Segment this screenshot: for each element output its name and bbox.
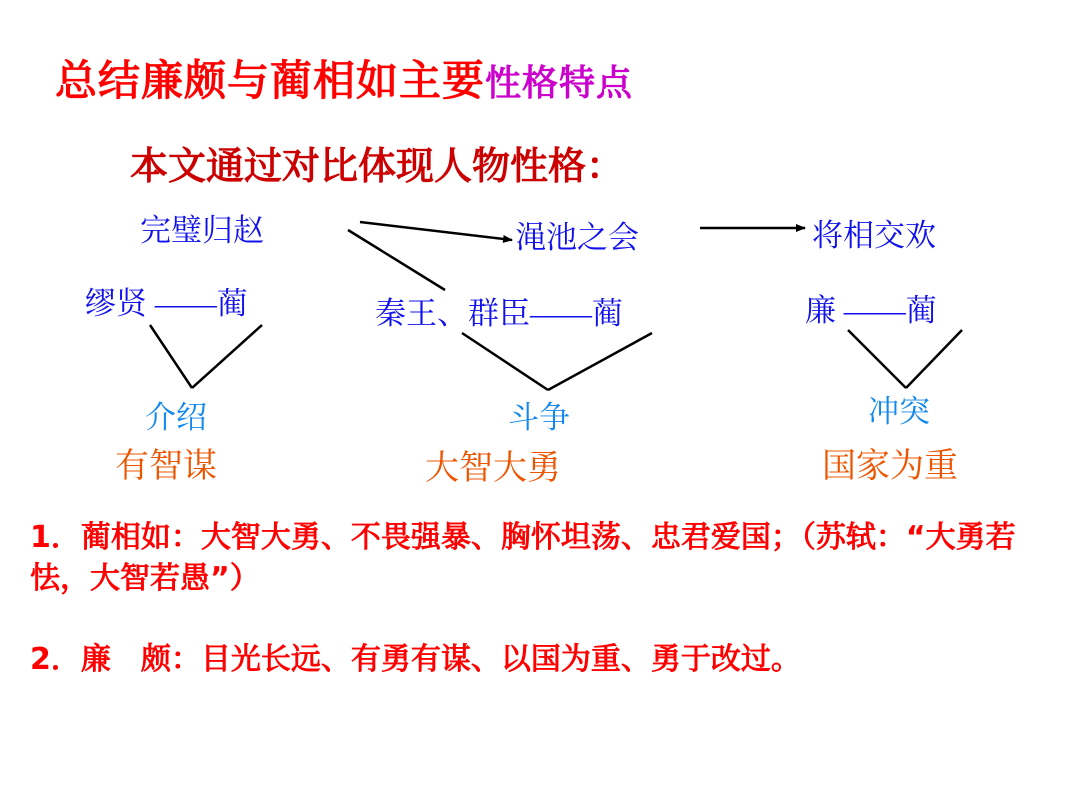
diagram-event-3: 将相交欢 bbox=[812, 218, 936, 253]
diagram-trait-1: 有智谋 bbox=[115, 448, 217, 485]
subtitle: 本文通过对比体现人物性格： bbox=[130, 146, 625, 188]
diagram-event-1: 完璧归赵 bbox=[140, 213, 264, 248]
title-accent: 性格特点 bbox=[485, 63, 634, 104]
title-primary: 总结廉颇与蔺相如主要 bbox=[55, 59, 486, 105]
diagram-relation-3: 冲突 bbox=[868, 394, 930, 429]
diagram-conflict-2: 秦王、群臣——蔺 bbox=[375, 296, 623, 331]
diagram-relation-2: 斗争 bbox=[508, 400, 570, 435]
diagram-event-2: 渑池之会 bbox=[515, 220, 639, 255]
diagram-conflict-3: 廉 ——蔺 bbox=[805, 293, 937, 328]
diagram-conflict-1: 缪贤 ——蔺 bbox=[85, 286, 248, 321]
conclusion-paragraph-1: 1．蔺相如：大智大勇、不畏强暴、胸怀坦荡、忠君爱国；（苏轼：“大勇若怯，大智若愚”） bbox=[30, 520, 1016, 596]
diagram-trait-2: 大智大勇 bbox=[425, 450, 561, 487]
diagram-trait-3: 国家为重 bbox=[822, 448, 958, 485]
diagram-relation-1: 介绍 bbox=[145, 400, 207, 435]
conclusion-paragraph-2: 2．廉 颇：目光长远、有勇有谋、以国为重、勇于改过。 bbox=[30, 642, 801, 677]
page-title bbox=[55, 48, 633, 108]
